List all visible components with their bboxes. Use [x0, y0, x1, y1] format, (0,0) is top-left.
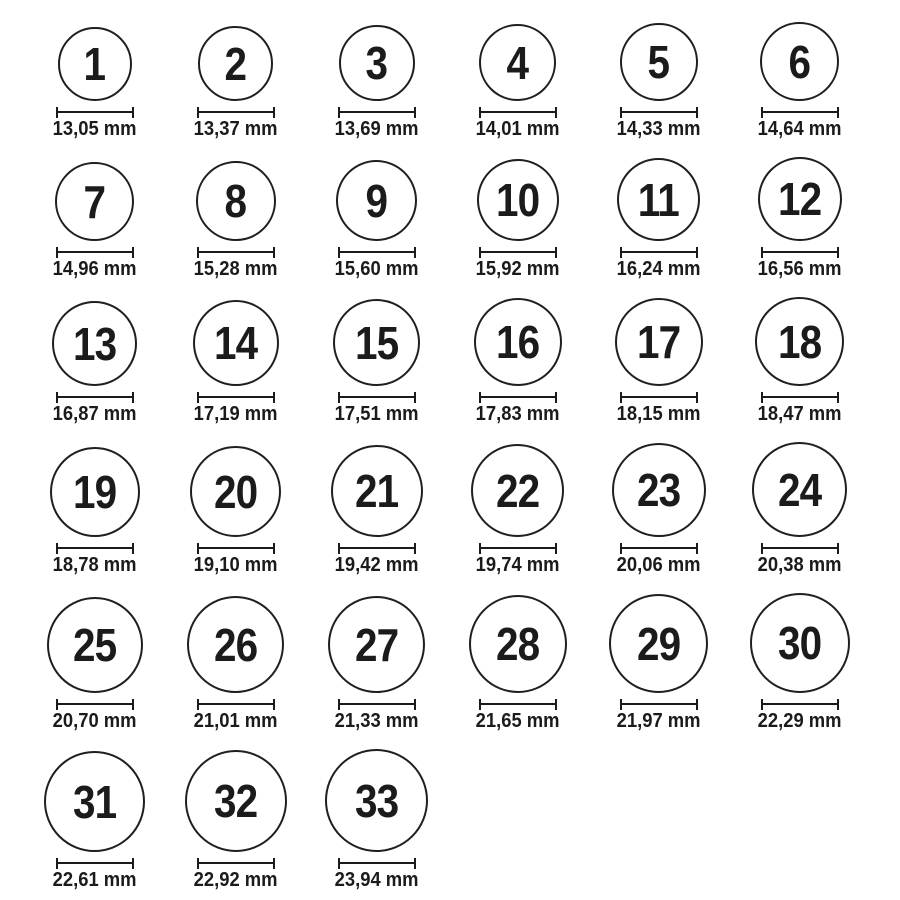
ring-size-item	[729, 157, 870, 279]
diameter-label: 16,24 mm	[616, 258, 701, 280]
ring-circle	[44, 751, 145, 852]
ring-circle	[333, 299, 420, 386]
ring-circle	[52, 301, 137, 386]
ring-circle	[47, 597, 143, 693]
ring-size-number: 5	[647, 36, 670, 88]
diameter-measure-line	[761, 392, 839, 403]
ring-circle	[469, 595, 567, 693]
diameter-label: 15,28 mm	[193, 258, 278, 280]
ring-size-number: 18	[777, 315, 822, 368]
diameter-measure-line	[479, 543, 557, 554]
diameter-label: 14,33 mm	[616, 118, 701, 140]
ring-size-number: 10	[495, 174, 540, 226]
ring-size-number: 24	[777, 463, 822, 516]
ring-size-number: 1	[83, 38, 106, 90]
ring-circle	[190, 446, 281, 537]
ring-size-number: 12	[777, 173, 822, 225]
ring-circle	[471, 444, 564, 537]
ring-size-item	[306, 749, 447, 890]
ring-size-item	[588, 594, 729, 731]
diameter-label: 22,61 mm	[52, 869, 137, 891]
ring-size-item	[447, 298, 588, 424]
ring-size-number: 3	[365, 37, 388, 89]
diameter-label: 20,70 mm	[52, 710, 137, 732]
ring-size-number: 31	[72, 775, 117, 828]
ring-circle	[55, 162, 134, 241]
ring-circle	[339, 25, 415, 101]
chart-row	[24, 22, 870, 139]
diameter-label: 16,87 mm	[52, 403, 137, 425]
diameter-measure-line	[338, 858, 416, 869]
diameter-measure-line	[197, 699, 275, 710]
ring-circle	[750, 593, 850, 693]
ring-circle	[479, 24, 556, 101]
ring-circle	[328, 596, 425, 693]
ring-size-item	[588, 443, 729, 575]
chart-row	[24, 749, 870, 890]
diameter-label: 21,33 mm	[334, 710, 419, 732]
ring-size-item	[729, 297, 870, 424]
diameter-measure-line	[197, 858, 275, 869]
diameter-measure-line	[56, 392, 134, 403]
ring-size-item	[306, 596, 447, 731]
diameter-measure-line	[761, 247, 839, 258]
ring-size-number: 30	[777, 617, 822, 669]
ring-size-number: 4	[506, 36, 529, 89]
diameter-label: 18,15 mm	[616, 403, 701, 425]
ring-size-number: 29	[636, 617, 681, 670]
ring-circle	[760, 22, 839, 101]
ring-size-number: 9	[365, 174, 388, 227]
diameter-measure-line	[620, 699, 698, 710]
ring-size-number: 23	[636, 464, 681, 516]
ring-circle	[612, 443, 706, 537]
ring-size-number: 25	[72, 619, 117, 671]
ring-circle	[58, 27, 132, 101]
ring-circle	[198, 26, 273, 101]
ring-circle	[758, 157, 842, 241]
ring-circle	[752, 442, 847, 537]
ring-size-number: 27	[354, 618, 399, 671]
diameter-label: 18,47 mm	[757, 403, 842, 425]
ring-circle	[474, 298, 562, 386]
diameter-label: 15,60 mm	[334, 258, 419, 280]
diameter-label: 17,19 mm	[193, 403, 278, 425]
ring-size-item	[24, 162, 165, 279]
diameter-label: 15,92 mm	[475, 258, 560, 280]
ring-size-item	[588, 23, 729, 139]
diameter-measure-line	[338, 543, 416, 554]
ring-size-item	[306, 25, 447, 139]
ring-size-item	[165, 596, 306, 731]
ring-size-item	[165, 446, 306, 575]
ring-circle	[187, 596, 284, 693]
ring-size-number: 26	[213, 618, 258, 671]
ring-size-item	[306, 299, 447, 424]
diameter-label: 20,06 mm	[616, 554, 701, 576]
diameter-measure-line	[761, 543, 839, 554]
diameter-measure-line	[338, 107, 416, 118]
diameter-label: 19,74 mm	[475, 554, 560, 576]
diameter-label: 13,69 mm	[334, 118, 419, 140]
ring-size-item	[24, 447, 165, 575]
diameter-measure-line	[479, 699, 557, 710]
diameter-label: 20,38 mm	[757, 554, 842, 576]
ring-circle	[609, 594, 708, 693]
diameter-label: 18,78 mm	[52, 554, 137, 576]
ring-size-item	[588, 298, 729, 424]
ring-size-item	[447, 159, 588, 279]
ring-size-number: 8	[224, 175, 247, 227]
ring-size-item	[447, 24, 588, 139]
diameter-measure-line	[479, 392, 557, 403]
ring-circle	[193, 300, 279, 386]
ring-size-number: 7	[83, 175, 106, 228]
ring-circle	[620, 23, 698, 101]
diameter-measure-line	[338, 247, 416, 258]
diameter-measure-line	[56, 699, 134, 710]
diameter-measure-line	[56, 107, 134, 118]
ring-circle	[50, 447, 140, 537]
ring-circle	[331, 445, 423, 537]
diameter-label: 21,01 mm	[193, 710, 278, 732]
ring-size-number: 22	[495, 464, 540, 517]
diameter-label: 13,05 mm	[52, 118, 137, 140]
chart-row	[24, 442, 870, 575]
ring-size-number: 16	[495, 316, 540, 368]
ring-size-item	[729, 22, 870, 139]
diameter-label: 14,96 mm	[52, 258, 137, 280]
ring-size-item	[165, 300, 306, 424]
diameter-label: 16,56 mm	[757, 258, 842, 280]
diameter-measure-line	[620, 392, 698, 403]
diameter-measure-line	[197, 543, 275, 554]
ring-circle	[617, 158, 700, 241]
ring-circle	[336, 160, 417, 241]
diameter-measure-line	[56, 858, 134, 869]
diameter-label: 19,10 mm	[193, 554, 278, 576]
ring-size-number: 2	[224, 37, 247, 90]
ring-circle	[755, 297, 844, 386]
diameter-measure-line	[479, 107, 557, 118]
ring-size-item	[24, 597, 165, 731]
ring-size-number: 28	[495, 618, 540, 670]
ring-size-number: 6	[788, 35, 811, 88]
chart-row	[24, 593, 870, 731]
ring-circle	[196, 161, 276, 241]
diameter-label: 21,97 mm	[616, 710, 701, 732]
ring-size-number: 20	[213, 465, 258, 518]
diameter-measure-line	[197, 247, 275, 258]
ring-circle	[185, 750, 287, 852]
diameter-measure-line	[338, 699, 416, 710]
chart-row	[24, 297, 870, 424]
ring-size-number: 32	[213, 775, 258, 827]
diameter-measure-line	[56, 543, 134, 554]
ring-size-item	[447, 444, 588, 575]
diameter-measure-line	[620, 107, 698, 118]
ring-size-item	[24, 751, 165, 890]
ring-size-number: 15	[354, 316, 399, 369]
diameter-label: 14,01 mm	[475, 118, 560, 140]
diameter-label: 22,29 mm	[757, 710, 842, 732]
diameter-measure-line	[761, 699, 839, 710]
ring-size-number: 19	[72, 466, 117, 518]
diameter-measure-line	[479, 247, 557, 258]
diameter-measure-line	[56, 247, 134, 258]
ring-size-item	[729, 593, 870, 731]
diameter-measure-line	[197, 392, 275, 403]
ring-size-number: 21	[354, 465, 399, 517]
diameter-label: 22,92 mm	[193, 869, 278, 891]
ring-size-item	[24, 301, 165, 424]
ring-size-number: 14	[213, 317, 258, 369]
diameter-measure-line	[338, 392, 416, 403]
diameter-label: 19,42 mm	[334, 554, 419, 576]
diameter-label: 23,94 mm	[334, 869, 419, 891]
ring-size-item	[447, 595, 588, 731]
diameter-label: 17,51 mm	[334, 403, 419, 425]
ring-size-number: 33	[354, 774, 399, 827]
ring-size-item	[165, 750, 306, 890]
diameter-measure-line	[620, 247, 698, 258]
ring-size-number: 13	[72, 317, 117, 370]
ring-size-item	[729, 442, 870, 575]
diameter-label: 14,64 mm	[757, 118, 842, 140]
ring-size-item	[165, 161, 306, 279]
ring-size-number: 11	[637, 173, 680, 226]
ring-size-item	[24, 27, 165, 139]
ring-circle	[477, 159, 559, 241]
diameter-label: 13,37 mm	[193, 118, 278, 140]
ring-size-item	[306, 160, 447, 279]
ring-circle	[615, 298, 703, 386]
diameter-measure-line	[197, 107, 275, 118]
diameter-label: 17,83 mm	[475, 403, 560, 425]
diameter-measure-line	[761, 107, 839, 118]
ring-size-number: 17	[636, 316, 681, 368]
ring-size-item	[588, 158, 729, 279]
ring-size-item	[165, 26, 306, 139]
diameter-measure-line	[620, 543, 698, 554]
ring-size-item	[306, 445, 447, 575]
ring-circle	[325, 749, 428, 852]
chart-row	[24, 157, 870, 279]
diameter-label: 21,65 mm	[475, 710, 560, 732]
